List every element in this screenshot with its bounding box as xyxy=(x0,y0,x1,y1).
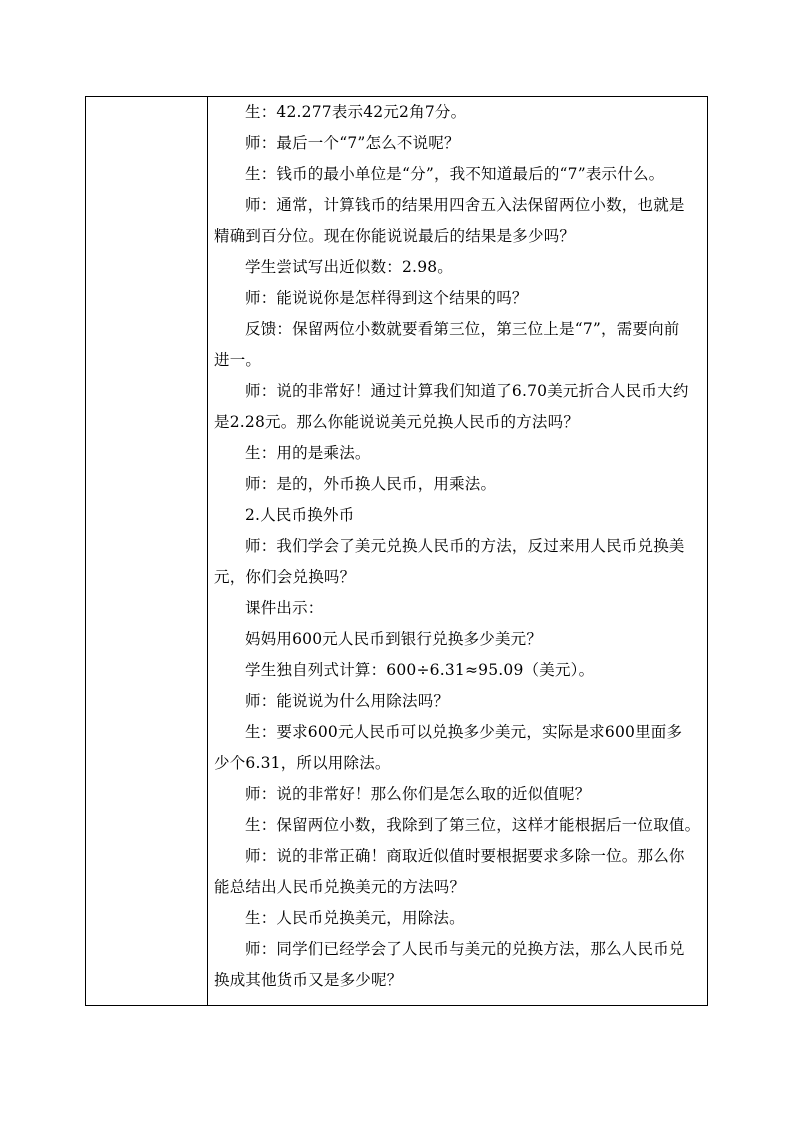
text-line: 师：通常，计算钱币的结果用四舍五入法保留两位小数，也就是 xyxy=(245,196,685,214)
column-divider xyxy=(207,97,208,1005)
text-line: 元，你们会兑换吗？ xyxy=(214,568,356,586)
text-line: 生：钱币的最小单位是“分”，我不知道最后的“7”表示什么。 xyxy=(245,165,665,183)
text-line: 课件出示： xyxy=(245,599,324,617)
text-line: 生：保留两位小数，我除到了第三位，这样才能根据后一位取值。 xyxy=(245,816,701,834)
text-line: 进一。 xyxy=(214,351,262,369)
text-line: 学生尝试写出近似数：2.98。 xyxy=(245,258,454,276)
text-line: 生：用的是乘法。 xyxy=(245,444,371,462)
text-line: 师：我们学会了美元兑换人民币的方法，反过来用人民币兑换美 xyxy=(245,537,685,555)
text-line: 少个6.31，所以用除法。 xyxy=(214,754,391,772)
text-line: 学生独自列式计算：600÷6.31≈95.09（美元）。 xyxy=(245,661,595,679)
text-line: 生：要求600元人民币可以兑换多少美元，实际是求600里面多 xyxy=(245,723,683,741)
text-line: 反馈：保留两位小数就要看第三位，第三位上是“7”，需要向前 xyxy=(245,320,680,338)
text-line: 师：同学们已经学会了人民币与美元的兑换方法，那么人民币兑 xyxy=(245,940,685,958)
text-line: 师：最后一个“7”怎么不说呢？ xyxy=(245,134,460,152)
text-line: 师：说的非常好！通过计算我们知道了6.70美元折合人民币大约 xyxy=(245,382,689,400)
text-line: 换成其他货币又是多少呢？ xyxy=(214,971,403,989)
lesson-content-cell xyxy=(214,97,706,996)
text-line: 师：能说说你是怎样得到这个结果的吗？ xyxy=(245,289,528,307)
text-line: 生：人民币兑换美元，用除法。 xyxy=(245,909,465,927)
text-line: 生：42.277表示42元2角7分。 xyxy=(245,103,467,121)
text-line: 师：说的非常好！那么你们是怎么取的近似值呢？ xyxy=(245,785,591,803)
lesson-table xyxy=(85,96,708,1006)
text-line: 师：说的非常正确！商取近似值时要根据要求多除一位。那么你 xyxy=(245,847,685,865)
text-line: 师：是的，外币换人民币，用乘法。 xyxy=(245,475,497,493)
text-line: 能总结出人民币兑换美元的方法吗？ xyxy=(214,878,466,896)
text-line: 妈妈用600元人民币到银行兑换多少美元？ xyxy=(245,630,543,648)
text-line: 是2.28元。那么你能说说美元兑换人民币的方法吗？ xyxy=(214,413,580,431)
text-line: 师：能说说为什么用除法吗？ xyxy=(245,692,450,710)
text-line: 精确到百分位。现在你能说说最后的结果是多少吗？ xyxy=(214,227,576,245)
section-heading: 2.人民币换外币 xyxy=(245,506,355,524)
